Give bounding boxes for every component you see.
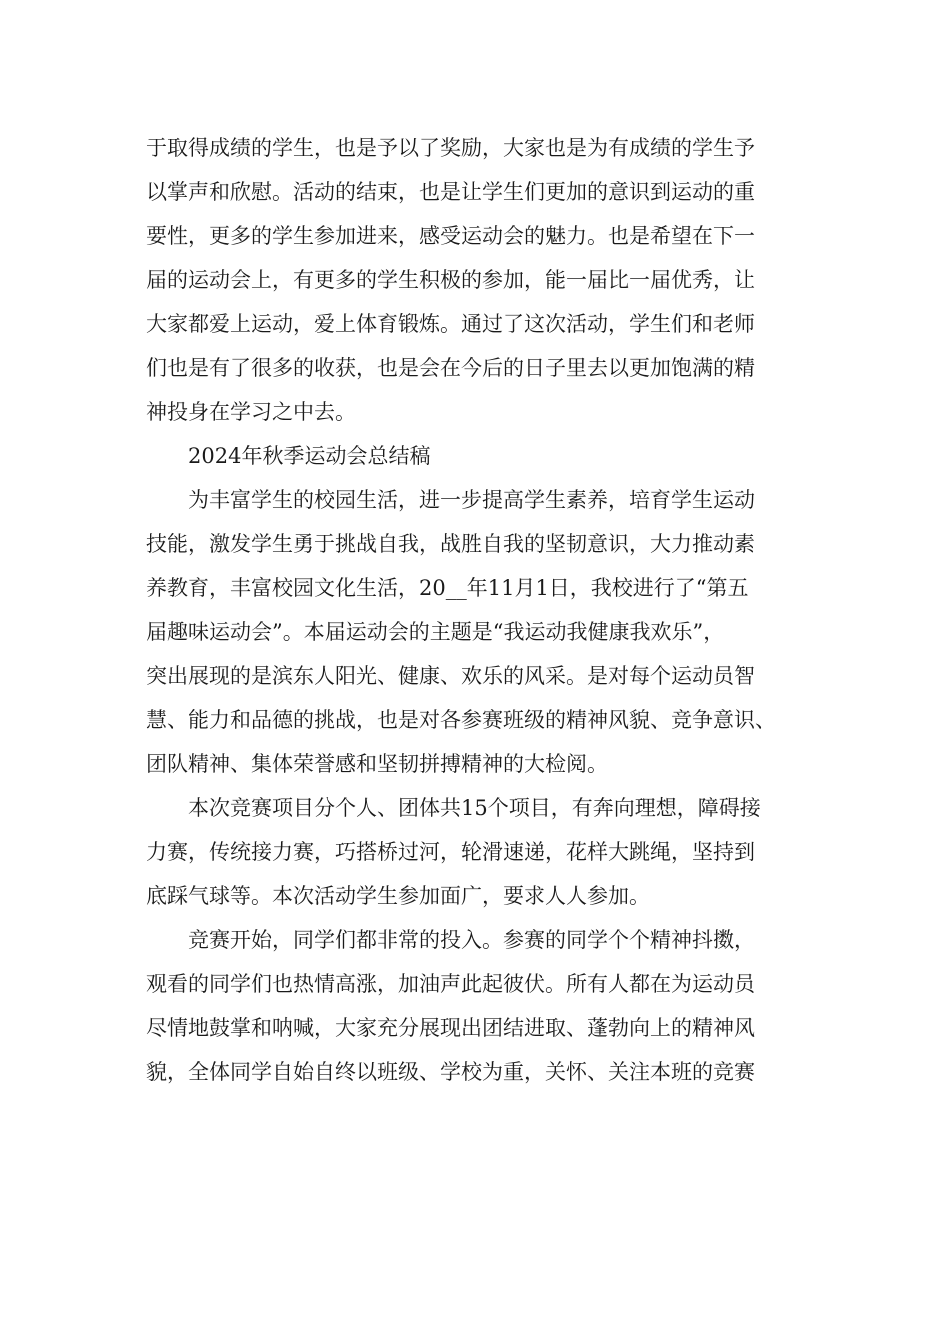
paragraph-2 bbox=[146, 786, 836, 918]
text-line: 为丰富学生的校园生活，进一步提高学生素养，培育学生运动 bbox=[188, 488, 755, 512]
text-line: 大家都爱上运动，爱上体育锻炼。通过了这次活动，学生们和老师 bbox=[146, 312, 755, 336]
document-body bbox=[146, 126, 836, 1094]
text-line: 神投身在学习之中去。 bbox=[146, 400, 356, 424]
paragraph-3 bbox=[146, 918, 836, 1094]
text-line: 技能，激发学生勇于挑战自我，战胜自我的坚韧意识，大力推动素 bbox=[146, 532, 755, 556]
text-line: 突出展现的是滨东人阳光、健康、欢乐的风采。是对每个运动员智 bbox=[146, 664, 755, 688]
text-line: 观看的同学们也热情高涨，加油声此起彼伏。所有人都在为运动员 bbox=[146, 972, 755, 996]
section-title-text: 2024年秋季运动会总结稿 bbox=[188, 444, 431, 468]
text-line: 团队精神、集体荣誉感和坚韧拼搏精神的大检阅。 bbox=[146, 752, 608, 776]
text-line: 们也是有了很多的收获，也是会在今后的日子里去以更加饱满的精 bbox=[146, 356, 755, 380]
text-line: 届趣味运动会”。本届运动会的主题是“我运动我健康我欢乐”， bbox=[146, 620, 725, 644]
text-line: 养教育，丰富校园文化生活，20__年11月1日，我校进行了“第五 bbox=[146, 576, 749, 600]
text-line: 竞赛开始，同学们都非常的投入。参赛的同学个个精神抖擞， bbox=[188, 928, 755, 952]
continued-paragraph bbox=[146, 126, 836, 434]
text-line: 届的运动会上，有更多的学生积极的参加，能一届比一届优秀，让 bbox=[146, 268, 755, 292]
section-title bbox=[146, 434, 836, 478]
text-line: 于取得成绩的学生，也是予以了奖励，大家也是为有成绩的学生予 bbox=[146, 136, 755, 160]
text-line: 慧、能力和品德的挑战，也是对各参赛班级的精神风貌、竞争意识、 bbox=[146, 708, 776, 732]
text-line: 力赛，传统接力赛，巧搭桥过河，轮滑速递，花样大跳绳，坚持到 bbox=[146, 840, 755, 864]
text-line: 底踩气球等。本次活动学生参加面广，要求人人参加。 bbox=[146, 884, 650, 908]
text-line: 要性，更多的学生参加进来，感受运动会的魅力。也是希望在下一 bbox=[146, 224, 755, 248]
text-line: 貌，全体同学自始自终以班级、学校为重，关怀、关注本班的竞赛 bbox=[146, 1060, 755, 1084]
text-line: 以掌声和欣慰。活动的结束，也是让学生们更加的意识到运动的重 bbox=[146, 180, 755, 204]
text-line: 本次竞赛项目分个人、团体共15个项目，有奔向理想，障碍接 bbox=[188, 796, 761, 820]
paragraph-1 bbox=[146, 478, 836, 786]
text-line: 尽情地鼓掌和呐喊，大家充分展现出团结进取、蓬勃向上的精神风 bbox=[146, 1016, 755, 1040]
